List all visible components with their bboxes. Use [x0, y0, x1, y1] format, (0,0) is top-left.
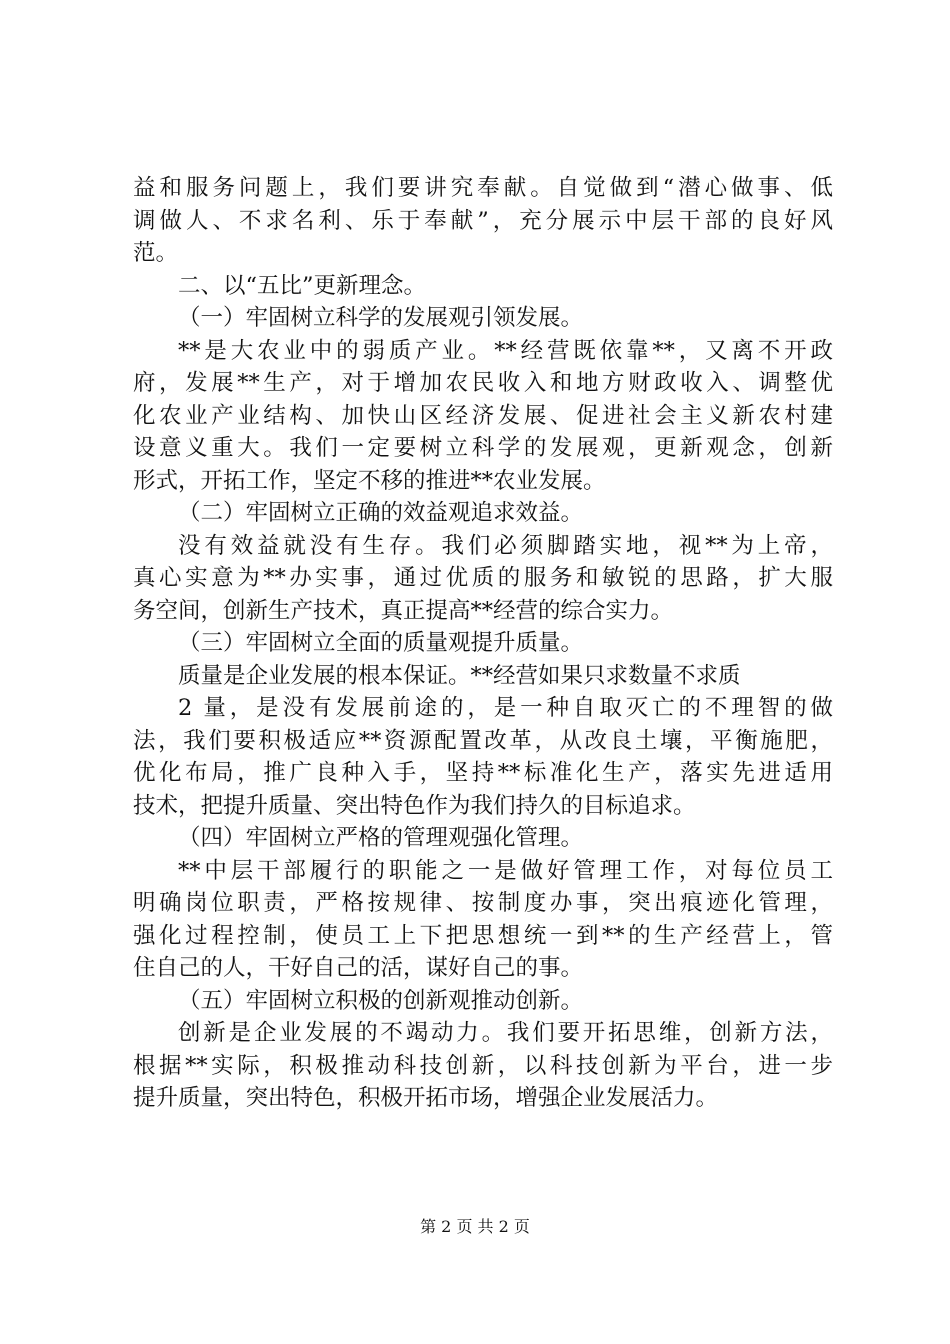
text-line: （二）牢固树立正确的效益观追求效益。	[178, 500, 584, 526]
text-line: 形式，开拓工作，坚定不移的推进**农业发展。	[133, 467, 606, 494]
document-body	[133, 172, 833, 1115]
text-line: 没有效益就没有生存。我们必须脚踏实地，视**为上帝，	[178, 532, 833, 559]
text-line: （一）牢固树立科学的发展观引领发展。	[178, 305, 584, 331]
text-line: 范。	[133, 240, 179, 266]
text-line: 明确岗位职责，严格按规律、按制度办事，突出痕迹化管理，	[133, 890, 833, 916]
text-line: 府，发展**生产，对于增加农民收入和地方财政收入、调整优	[133, 370, 833, 396]
text-line: 二、以“五比”更新理念。	[178, 272, 427, 299]
text-line: 法，我们要积极适应**资源配置改革，从改良土壤，平衡施肥，	[133, 727, 833, 754]
text-line: 调做人、不求名利、乐于奉献”，充分展示中层干部的良好风	[133, 207, 833, 234]
text-line: （五）牢固树立积极的创新观推动创新。	[178, 987, 584, 1014]
text-line: 创新是企业发展的不竭动力。我们要开拓思维，创新方法，	[178, 1020, 833, 1046]
text-line: 优化布局，推广良种入手，坚持**标准化生产，落实先进适用	[133, 760, 833, 786]
text-line: 2 量，是没有发展前途的，是一种自取灭亡的不理智的做	[178, 695, 833, 721]
text-line: 设意义重大。我们一定要树立科学的发展观，更新观念，创新	[133, 435, 833, 461]
text-line: **中层干部履行的职能之一是做好管理工作，对每位员工	[178, 857, 833, 884]
text-line: （三）牢固树立全面的质量观提升质量。	[178, 630, 584, 656]
text-line: 化农业产业结构、加快山区经济发展、促进社会主义新农村建	[133, 402, 833, 429]
text-line: 强化过程控制，使员工上下把思想统一到**的生产经营上，管	[133, 922, 833, 949]
text-line: **是大农业中的弱质产业。**经营既依靠**，又离不开政	[178, 337, 833, 364]
text-line: 务空间，创新生产技术，真正提高**经营的综合实力。	[133, 597, 674, 624]
text-line: 住自己的人，干好自己的活，谋好自己的事。	[133, 955, 584, 981]
text-line: （四）牢固树立严格的管理观强化管理。	[178, 825, 584, 851]
text-line: 技术，把提升质量、突出特色作为我们持久的目标追求。	[133, 792, 696, 819]
text-line: 根据**实际，积极推动科技创新，以科技创新为平台，进一步	[133, 1052, 833, 1079]
text-line: 提升质量，突出特色，积极开拓市场，增强企业发展活力。	[133, 1085, 719, 1111]
text-line: 益和服务问题上，我们要讲究奉献。自觉做到“潜心做事、低	[133, 175, 833, 201]
text-line: 质量是企业发展的根本保证。**经营如果只求数量不求质	[178, 662, 741, 689]
page-footer: 第 2 页 共 2 页	[420, 1217, 530, 1236]
text-line: 真心实意为**办实事，通过优质的服务和敏锐的思路，扩大服	[133, 565, 833, 591]
